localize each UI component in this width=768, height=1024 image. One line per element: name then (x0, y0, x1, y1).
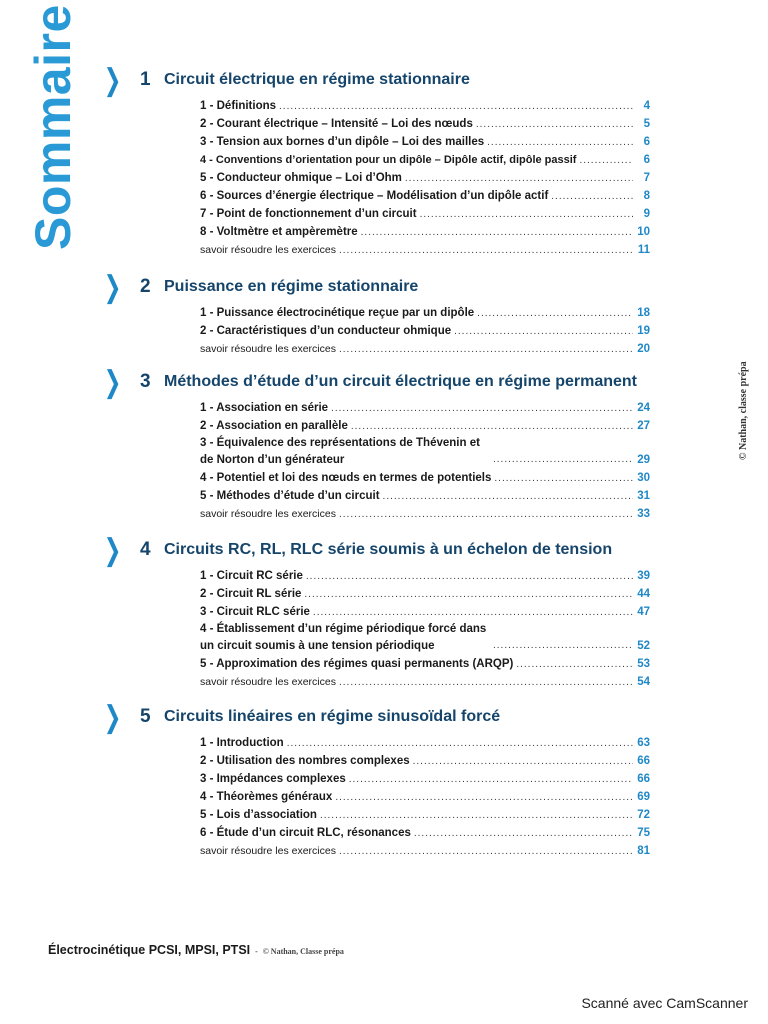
entry-label: 2 - Courant électrique – Intensité – Loi des nœuds (200, 118, 473, 130)
dot-leader (579, 152, 633, 170)
dot-leader (405, 170, 633, 188)
dot-leader (339, 674, 633, 692)
entry-page: 6 (643, 136, 650, 148)
entry-label: 1 - Définitions (200, 100, 277, 112)
entry-page: 39 (637, 570, 650, 582)
entry-label: 3 - Impédances complexes (200, 773, 346, 785)
entry-label: 6 - Sources d’énergie électrique – Modélisation d’un dipôle actif (200, 190, 549, 202)
camscanner-watermark: Scanné avec CamScanner (581, 995, 748, 1011)
entry-page: 5 (643, 118, 650, 130)
entry-page: 18 (637, 307, 650, 319)
chapter-title: Circuits linéaires en régime sinusoïdal forcé (164, 708, 501, 725)
entry-page: 53 (637, 658, 650, 670)
entry-page: 10 (637, 226, 650, 238)
footer-copyright: © Nathan, Classe prépa (262, 947, 344, 956)
chapter-number: 2 (140, 276, 151, 297)
chapter-entries (200, 304, 650, 358)
chapter-number: 4 (140, 539, 151, 560)
entry-label: savoir résoudre les exercices (200, 845, 336, 857)
toc-entry[interactable] (200, 399, 650, 417)
dot-leader (493, 637, 633, 655)
entry-label: 3 - Équivalence des représentations de Thévenin et de Norton d’un générateur (200, 437, 480, 466)
toc-entry[interactable] (200, 806, 650, 824)
entry-label: 4 - Potentiel et loi des nœuds en termes de potentiels (200, 472, 492, 484)
entry-page: 4 (643, 100, 650, 112)
entry-page: 75 (637, 827, 650, 839)
toc-entry-exercises[interactable] (200, 241, 650, 259)
chapter-heading[interactable] (0, 64, 768, 97)
entry-page: 19 (637, 325, 650, 337)
entry-label: 1 - Introduction (200, 737, 284, 749)
dot-leader (331, 400, 633, 418)
toc-entry[interactable] (200, 169, 650, 187)
entry-label: 4 - Théorèmes généraux (200, 791, 333, 803)
chevron-right-icon: ❯ (103, 64, 122, 97)
chapter-entries (200, 734, 650, 860)
entry-page: 47 (637, 606, 650, 618)
dot-leader (304, 586, 633, 604)
dot-leader (349, 771, 633, 789)
dot-leader (493, 451, 633, 469)
entry-page: 81 (637, 845, 650, 857)
dot-leader (313, 604, 633, 622)
entry-label: savoir résoudre les exercices (200, 676, 336, 688)
dot-leader (306, 568, 633, 586)
toc-entry-exercises[interactable] (200, 842, 650, 860)
toc-entry-exercises[interactable] (200, 673, 650, 691)
dot-leader (335, 789, 633, 807)
entry-label: 2 - Utilisation des nombres complexes (200, 755, 410, 767)
chapter-4 (0, 534, 768, 691)
toc-entry-exercises[interactable] (200, 340, 650, 358)
entry-label: savoir résoudre les exercices (200, 244, 336, 256)
dot-leader (351, 418, 633, 436)
entry-label: 1 - Puissance électrocinétique reçue par un dipôle (200, 307, 475, 319)
dot-leader (361, 224, 633, 242)
entry-page: 69 (637, 791, 650, 803)
chapter-title: Puissance en régime stationnaire (164, 278, 419, 295)
toc-entry[interactable] (200, 487, 650, 505)
dot-leader (516, 656, 633, 674)
dot-leader (339, 242, 633, 260)
chapter-title: Circuits RC, RL, RLC série soumis à un échelon de tension (164, 541, 613, 558)
entry-label: 2 - Association en parallèle (200, 420, 348, 432)
entry-page: 29 (637, 454, 650, 466)
chapter-1 (0, 4, 768, 259)
entry-label: 3 - Tension aux bornes d’un dipôle – Loi des mailles (200, 136, 485, 148)
toc-entry[interactable] (200, 187, 650, 205)
toc-entry[interactable] (200, 603, 650, 621)
dot-leader (320, 807, 633, 825)
chapter-2 (0, 271, 768, 358)
entry-page: 7 (643, 172, 650, 184)
entry-page: 31 (637, 490, 650, 502)
toc-entry[interactable] (200, 133, 650, 151)
toc-entry[interactable] (200, 734, 650, 752)
toc-entry[interactable] (200, 205, 650, 223)
entry-page: 24 (637, 402, 650, 414)
entry-page: 9 (643, 208, 650, 220)
chevron-right-icon: ❯ (103, 271, 122, 304)
chapter-heading[interactable] (0, 366, 768, 399)
chapter-5 (0, 701, 768, 860)
entry-page: 11 (637, 244, 650, 256)
entry-label: 1 - Association en série (200, 402, 329, 414)
entry-label: 8 - Voltmètre et ampèremètre (200, 226, 358, 238)
toc-entry[interactable] (200, 621, 650, 655)
toc-entry[interactable] (200, 655, 650, 673)
chapter-entries (200, 567, 650, 691)
toc-entry[interactable] (200, 322, 650, 340)
entry-label: 5 - Méthodes d’étude d’un circuit (200, 490, 380, 502)
toc-entry[interactable] (200, 151, 650, 169)
dot-leader (487, 134, 633, 152)
chapter-heading[interactable] (0, 701, 768, 734)
footer-title: Électrocinétique PCSI, MPSI, PTSI (48, 943, 251, 957)
entry-page: 63 (637, 737, 650, 749)
entry-page: 27 (637, 420, 650, 432)
chevron-right-icon: ❯ (103, 534, 122, 567)
dot-leader (477, 305, 633, 323)
entry-page: 66 (637, 755, 650, 767)
entry-label: 3 - Circuit RLC série (200, 606, 310, 618)
page-footer (48, 943, 344, 957)
entry-page: 33 (637, 508, 650, 520)
chevron-right-icon: ❯ (103, 701, 122, 734)
chapter-number: 1 (140, 69, 151, 90)
entry-page: 20 (637, 343, 650, 355)
entry-label: 5 - Conducteur ohmique – Loi d’Ohm (200, 172, 402, 184)
entry-label: 1 - Circuit RC série (200, 570, 303, 582)
toc-entry[interactable] (200, 824, 650, 842)
toc-entry-exercises[interactable] (200, 505, 650, 523)
dot-leader (551, 188, 633, 206)
dot-leader (339, 506, 633, 524)
chapter-title: Méthodes d’étude d’un circuit électrique en régime permanent (164, 373, 637, 390)
toc-entry[interactable] (200, 469, 650, 487)
entry-label: savoir résoudre les exercices (200, 343, 336, 355)
entry-label: 7 - Point de fonctionnement d’un circuit (200, 208, 417, 220)
toc-entry[interactable] (200, 585, 650, 603)
side-copyright: © Nathan, classe prépa (738, 361, 749, 460)
toc-entry[interactable] (200, 304, 650, 322)
dot-leader (279, 98, 633, 116)
footer-separator: - (253, 947, 260, 956)
entry-page: 6 (643, 154, 650, 166)
sommaire-side-title: Sommaire (25, 4, 81, 250)
dot-leader (413, 753, 633, 771)
chapter-heading[interactable] (0, 271, 768, 304)
dot-leader (494, 470, 633, 488)
toc-entry[interactable] (200, 567, 650, 585)
toc-entry[interactable] (200, 770, 650, 788)
entry-page: 44 (637, 588, 650, 600)
toc-entry[interactable] (200, 417, 650, 435)
entry-label: 4 - Conventions d’orientation pour un dipôle – Dipôle actif, dipôle passif (200, 154, 577, 166)
toc-entry[interactable] (200, 115, 650, 133)
entry-page: 72 (637, 809, 650, 821)
dot-leader (339, 341, 633, 359)
entry-label: 5 - Approximation des régimes quasi permanents (ARQP) (200, 658, 514, 670)
chapter-title: Circuit électrique en régime stationnaire (164, 71, 470, 88)
dot-leader (414, 825, 633, 843)
chevron-right-icon: ❯ (103, 366, 122, 399)
toc-entry[interactable] (200, 223, 650, 241)
toc-entry[interactable] (200, 97, 650, 115)
entry-label: 5 - Lois d’association (200, 809, 317, 821)
entry-page: 52 (637, 640, 650, 652)
toc-entry[interactable] (200, 752, 650, 770)
chapter-number: 5 (140, 706, 151, 727)
dot-leader (287, 735, 633, 753)
dot-leader (476, 116, 633, 134)
chapter-3 (0, 366, 768, 523)
chapter-heading[interactable] (0, 534, 768, 567)
entry-page: 30 (637, 472, 650, 484)
entry-label: savoir résoudre les exercices (200, 508, 336, 520)
entry-label: 6 - Étude d’un circuit RLC, résonances (200, 827, 411, 839)
dot-leader (420, 206, 633, 224)
entry-label: 2 - Circuit RL série (200, 588, 302, 600)
entry-page: 54 (637, 676, 650, 688)
entry-page: 8 (643, 190, 650, 202)
entry-page: 66 (637, 773, 650, 785)
dot-leader (339, 843, 633, 861)
chapter-entries (200, 97, 650, 259)
chapter-entries (200, 399, 650, 523)
chapter-number: 3 (140, 371, 151, 392)
dot-leader (454, 323, 633, 341)
entry-label: 4 - Établissement d’un régime périodique forcé dans un circuit soumis à une tension périodique (200, 623, 487, 652)
entry-label: 2 - Caractéristiques d’un conducteur ohmique (200, 325, 452, 337)
toc-entry[interactable] (200, 435, 650, 469)
dot-leader (383, 488, 633, 506)
toc-entry[interactable] (200, 788, 650, 806)
